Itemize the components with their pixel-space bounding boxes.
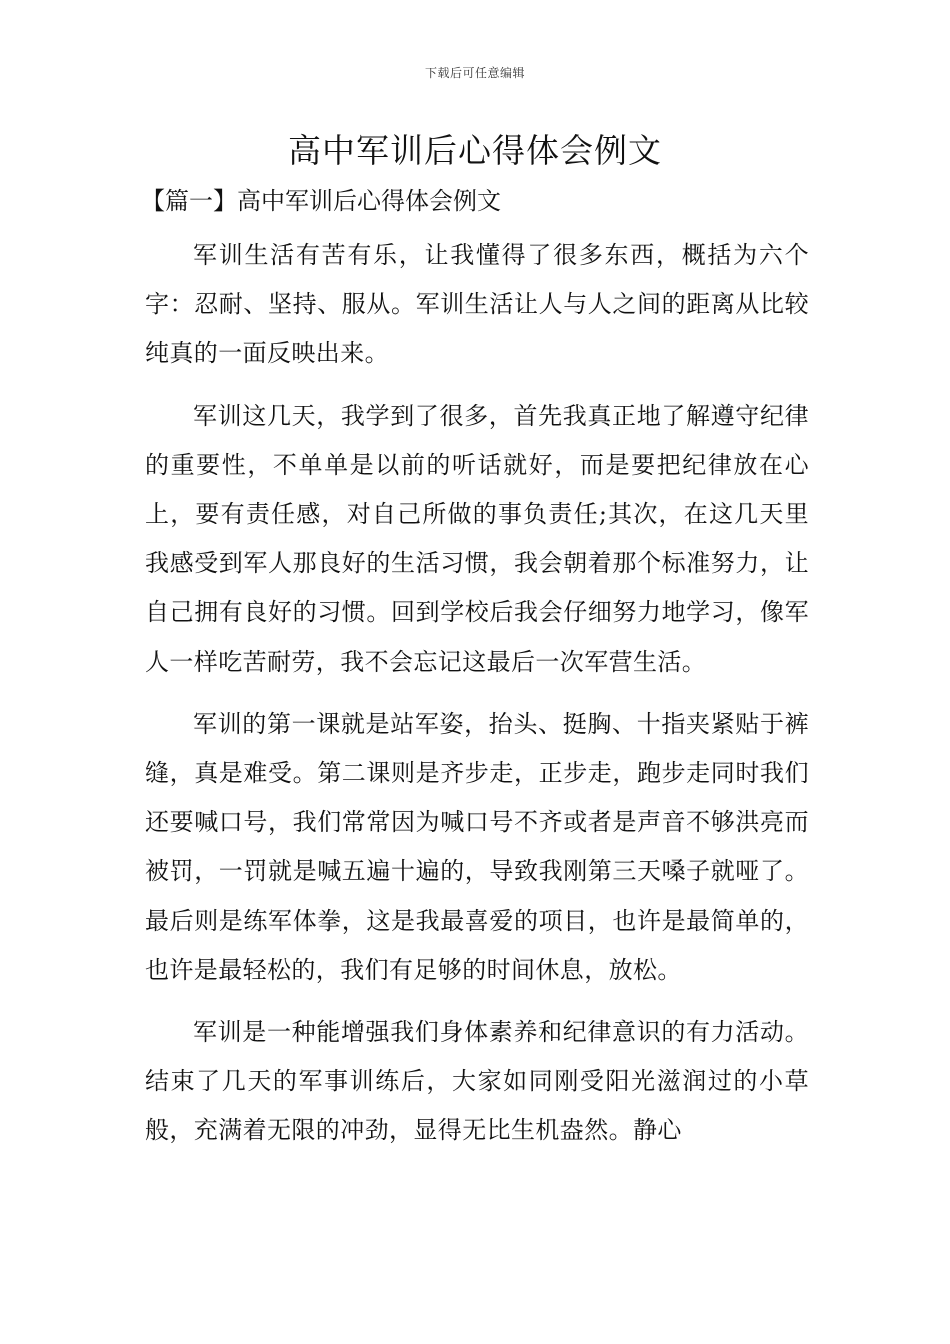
header-note: 下载后可任意编辑 xyxy=(424,66,525,80)
paragraph-1: 军训生活有苦有乐，让我懂得了很多东西，概括为六个字：忍耐、坚持、服从。军训生活让人与人之间的距离从比较纯真的一面反映出来。 xyxy=(145,241,809,368)
paragraph-2: 军训这几天，我学到了很多，首先我真正地了解遵守纪律的重要性，不单单是以前的听话就好，而是要把纪律放在心上，要有责任感，对自己所做的事负责任;其次，在这几天里我感受到军人那良好的生活习惯，我会朝着那个标准努力，让自己拥有良好的习惯。回到学校后我会仔细努力地学习，像军人一样吃苦耐劳，我不会忘记这最后一次军营生活。 xyxy=(145,401,809,676)
document-title: 高中军训后心得体会例文 xyxy=(288,131,662,170)
document-body xyxy=(141,184,809,1156)
section-heading: 【篇一】高中军训后心得体会例文 xyxy=(141,187,501,215)
paragraph-3: 军训的第一课就是站军姿，抬头、挺胸、十指夹紧贴于裤缝，真是难受。第二课则是齐步走，正步走，跑步走同时我们还要喊口号，我们常常因为喊口号不齐或者是声音不够洪亮而被罚，一罚就是喊五遍十遍的，导致我刚第三天嗓子就哑了。最后则是练军体拳，这是我最喜爱的项目，也许是最简单的，也许是最轻松的，我们有足够的时间休息，放松。 xyxy=(145,709,809,984)
paragraph-4: 军训是一种能增强我们身体素养和纪律意识的有力活动。结束了几天的军事训练后，大家如同刚受阳光滋润过的小草般，充满着无限的冲劲，显得无比生机盎然。静心 xyxy=(145,1018,809,1145)
